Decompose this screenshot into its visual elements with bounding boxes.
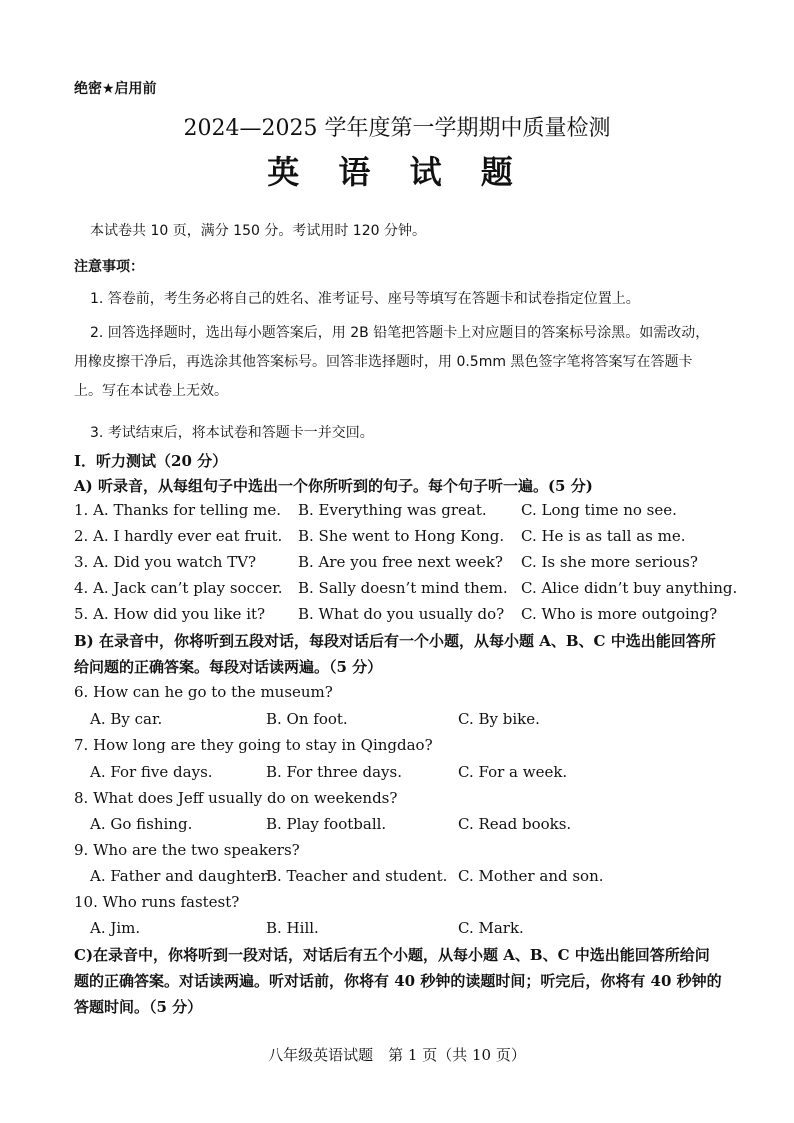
option-a: 3. A. Did you watch TV?	[74, 553, 257, 571]
option-a: A. Father and daughter.	[90, 867, 271, 885]
option-b: B. What do you usually do?	[298, 605, 505, 623]
option-c: C. Read books.	[458, 815, 572, 833]
option-b: B. For three days.	[266, 763, 402, 781]
question-stem: 8. What does Jeff usually do on weekends?	[74, 789, 398, 807]
option-b: B. She went to Hong Kong.	[298, 527, 505, 545]
page-footer: 八年级英语试题 第 1 页（共 10 页）	[268, 1046, 526, 1064]
option-b: B. Teacher and student.	[266, 867, 448, 885]
option-b: B. On foot.	[266, 710, 348, 728]
part-a-instruction: A) 听录音，从每组句子中选出一个你所听到的句子。每个句子听一遍。(5 分)	[74, 477, 593, 495]
question-stem: 10. Who runs fastest?	[74, 893, 240, 911]
option-b: B. Hill.	[266, 919, 319, 937]
option-a: A. By car.	[90, 710, 163, 728]
confidential-mark: 绝密★启用前	[74, 81, 157, 97]
option-a: A. For five days.	[90, 763, 213, 781]
option-c: C. Mark.	[458, 919, 524, 937]
exam-intro: 本试卷共 10 页，满分 150 分。考试用时 120 分钟。	[90, 223, 426, 239]
question-stem: 6. How can he go to the museum?	[74, 683, 333, 701]
option-c: C. Is she more serious?	[521, 553, 698, 571]
part-b-instruction: B) 在录音中，你将听到五段对话，每段对话后有一个小题，从每小题 A、B、C 中选出能回答所给问题的正确答案。每段对话读两遍。（5 分）	[74, 632, 716, 676]
option-a: 1. A. Thanks for telling me.	[74, 501, 281, 519]
note-item: 2. 回答选择题时，选出每小题答案后，用 2B 铅笔把答题卡上对应题目的答案标号涂黑。如需改动，用橡皮擦干净后，再选涂其他答案标号。回答非选择题时，用 0.5mm 黑色签字笔将答案写在答题卡上。写在本试卷上无效。	[74, 325, 710, 399]
option-c: C. Long time no see.	[521, 501, 677, 519]
option-b: B. Sally doesn’t mind them.	[298, 579, 508, 597]
notes-heading: 注意事项：	[74, 259, 144, 275]
option-b: B. Play football.	[266, 815, 387, 833]
question-stem: 7. How long are they going to stay in Qingdao?	[74, 736, 433, 754]
part-c-instruction: C)在录音中，你将听到一段对话，对话后有五个小题，从每小题 A、B、C 中选出能回答所给问题的正确答案。对话读两遍。听对话前，你将有 40 秒钟的读题时间；听完后，你将有 40 秒钟的答题时间。（5 分）	[74, 946, 722, 1016]
option-c: C. Alice didn’t buy anything.	[521, 579, 738, 597]
option-b: B. Everything was great.	[298, 501, 487, 519]
option-a: 4. A. Jack can’t play soccer.	[74, 579, 283, 597]
option-c: C. Who is more outgoing?	[521, 605, 718, 623]
note-item: 3. 考试结束后，将本试卷和答题卡一并交回。	[90, 425, 374, 441]
option-a: 2. A. I hardly ever eat fruit.	[74, 527, 283, 545]
option-c: C. For a week.	[458, 763, 568, 781]
question-stem: 9. Who are the two speakers?	[74, 841, 300, 859]
exam-title: 2024—2025 学年度第一学期期中质量检测	[183, 116, 611, 141]
option-b: B. Are you free next week?	[298, 553, 503, 571]
option-c: C. By bike.	[458, 710, 540, 728]
option-a: A. Jim.	[90, 919, 141, 937]
note-item: 1. 答卷前，考生务必将自己的姓名、准考证号、座号等填写在答题卡和试卷指定位置上。	[90, 291, 640, 307]
option-c: C. Mother and son.	[458, 867, 604, 885]
option-a: A. Go fishing.	[90, 815, 193, 833]
section-title: I．听力测试（20 分）	[74, 452, 228, 470]
subject-title: 英 语 试 题	[267, 153, 527, 191]
option-c: C. He is as tall as me.	[521, 527, 686, 545]
option-a: 5. A. How did you like it?	[74, 605, 266, 623]
